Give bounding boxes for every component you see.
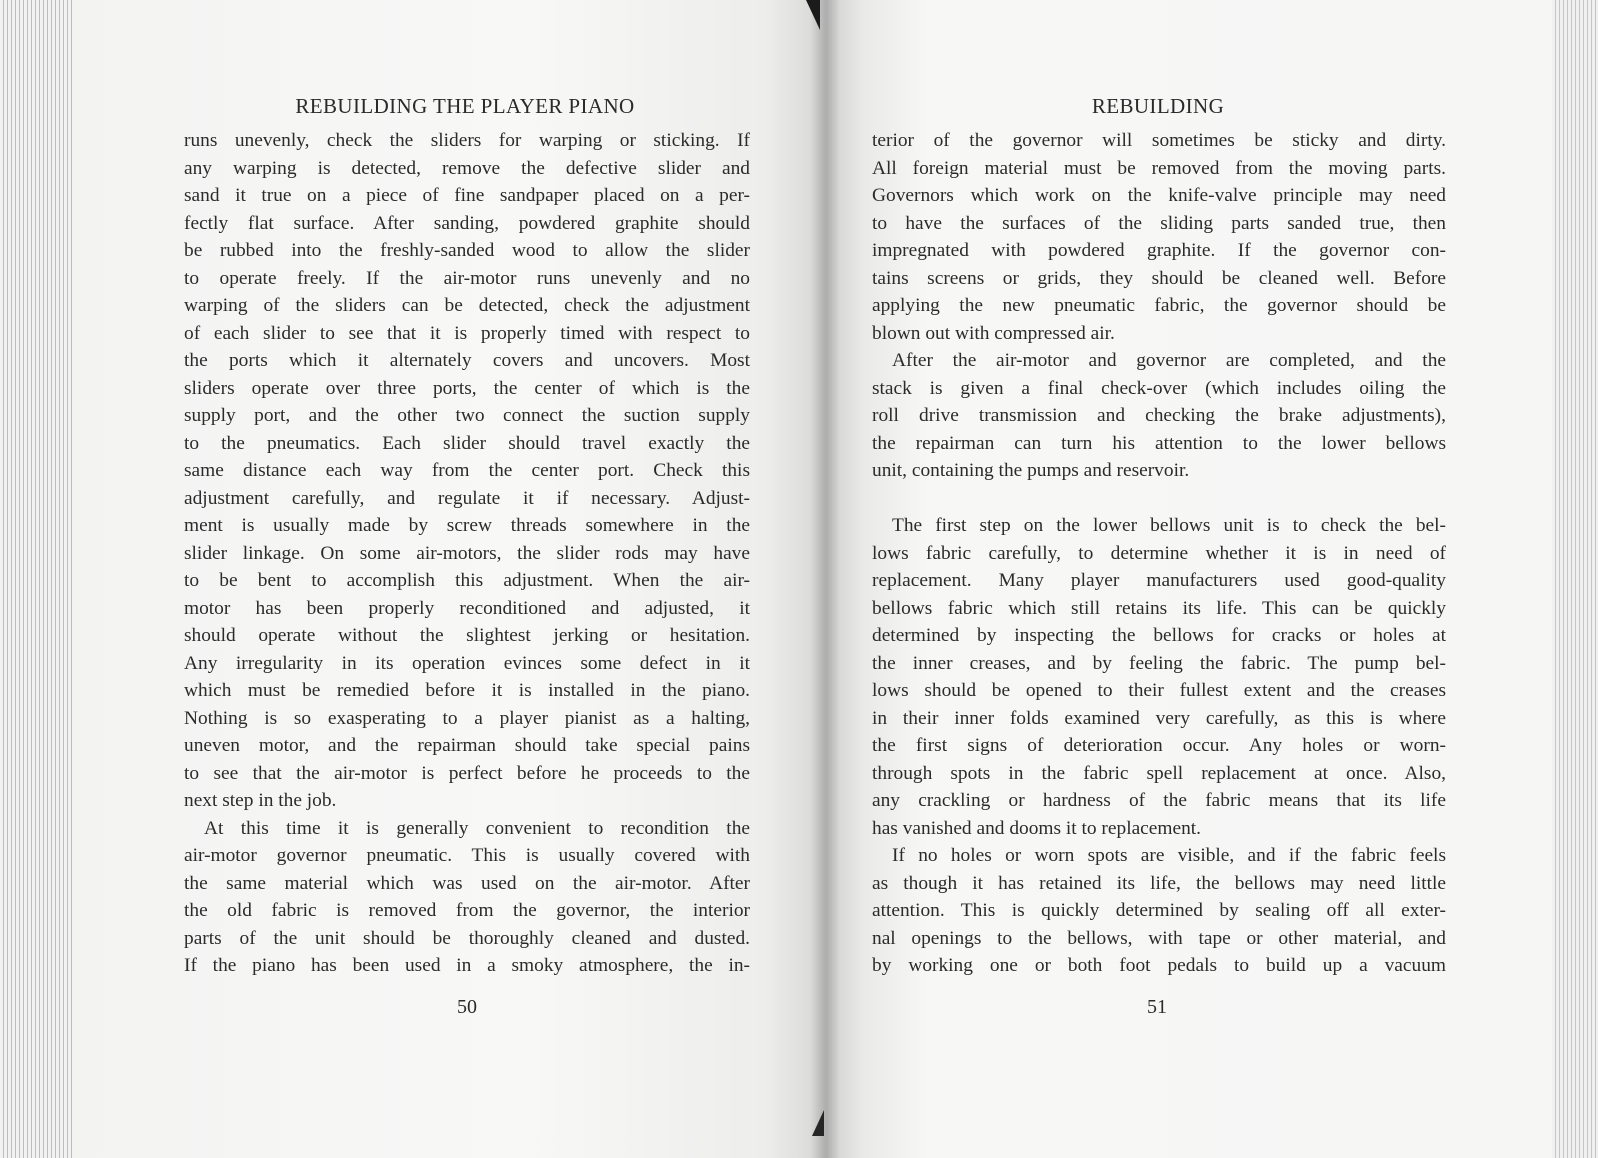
text-line: should operate without the slightest jerking or hesitation. (184, 625, 750, 646)
right-page-text (872, 127, 1446, 980)
text-line: to have the surfaces of the sliding parts sanded true, then (872, 212, 1446, 234)
right-page-number: 51 (1147, 996, 1167, 1018)
text-line: supply port, and the other two connect the suction supply (184, 405, 750, 426)
text-line: which must be remedied before it is installed in the piano. (184, 680, 750, 701)
right-running-head: REBUILDING (1091, 94, 1225, 118)
text-line: any warping is detected, remove the defective slider and (184, 157, 750, 179)
text-line: warping of the sliders can be detected, check the adjustment (184, 295, 750, 316)
text-line: attention. This is quickly determined by sealing off all exter- (872, 900, 1446, 921)
text-line: as though it has retained its life, the bellows may need little (872, 872, 1446, 894)
text-line: next step in the job. (184, 790, 337, 811)
text-line: the inner creases, and by feeling the fabric. The pump bel- (872, 652, 1446, 674)
text-line: to see that the air-motor is perfect before he proceeds to the (184, 762, 750, 784)
text-line: air-motor governor pneumatic. This is usually covered with (184, 845, 750, 866)
text-line: motor has been properly reconditioned and adjusted, it (184, 597, 750, 619)
text-line: to the pneumatics. Each slider should travel exactly the (184, 432, 750, 454)
text-line: terior of the governor will sometimes be sticky and dirty. (872, 130, 1446, 151)
text-line: lows fabric carefully, to determine whether it is in need of (872, 542, 1446, 564)
text-line: be rubbed into the freshly-sanded wood to allow the slider (184, 240, 750, 261)
text-line: ment is usually made by screw threads somewhere in the (184, 515, 750, 536)
text-line: All foreign material must be removed from the moving parts. (872, 157, 1446, 179)
text-line: applying the new pneumatic fabric, the governor should be (872, 295, 1446, 316)
text-line: parts of the unit should be thoroughly cleaned and dusted. (184, 927, 750, 949)
text-line: tains screens or grids, they should be cleaned well. Before (872, 267, 1446, 289)
text-line: sliders operate over three ports, the center of which is the (184, 377, 750, 399)
text-line: bellows fabric which still retains its life. This can be quickly (872, 597, 1446, 619)
text-line: adjustment carefully, and regulate it if necessary. Adjust- (184, 487, 750, 509)
text-line: any crackling or hardness of the fabric means that its life (872, 790, 1446, 811)
text-line: If no holes or worn spots are visible, and if the fabric feels (892, 845, 1446, 866)
text-line: impregnated with powdered graphite. If the governor con- (872, 240, 1446, 261)
left-page-number: 50 (457, 996, 477, 1018)
text-line: of each slider to see that it is properly timed with respect to (184, 322, 750, 344)
text-line: same distance each way from the center port. Check this (184, 460, 750, 481)
text-line: by working one or both foot pedals to build up a vacuum (872, 955, 1446, 976)
text-line: sand it true on a piece of fine sandpaper placed on a per- (184, 185, 750, 206)
text-line: the first signs of deterioration occur. Any holes or worn- (872, 735, 1446, 756)
text-line: the ports which it alternately covers and uncovers. Most (184, 350, 750, 371)
text-line: the repairman can turn his attention to the lower bellows (872, 432, 1446, 454)
text-line: slider linkage. On some air-motors, the slider rods may have (184, 542, 750, 564)
text-line: in their inner folds examined very carefully, as this is where (872, 707, 1446, 729)
text-line: stack is given a final check-over (which includes oiling the (872, 377, 1446, 399)
right-page-edges (1552, 0, 1598, 1158)
text-line: fectly flat surface. After sanding, powdered graphite should (184, 212, 750, 234)
left-running-head: REBUILDING THE PLAYER PIANO (295, 94, 635, 118)
text-line: After the air-motor and governor are completed, and the (892, 350, 1446, 371)
text-line: has vanished and dooms it to replacement. (872, 817, 1202, 839)
text-line: Nothing is so exasperating to a player pianist as a halting, (184, 707, 750, 729)
text-line: uneven motor, and the repairman should take special pains (184, 735, 750, 756)
text-line: determined by inspecting the bellows for cracks or holes at (872, 625, 1446, 646)
text-line: roll drive transmission and checking the brake adjustments), (872, 405, 1446, 426)
text-line: The first step on the lower bellows unit is to check the bel- (892, 515, 1446, 536)
text-line: lows should be opened to their fullest extent and the creases (872, 680, 1446, 701)
text-line: blown out with compressed air. (872, 322, 1115, 344)
text-line: Any irregularity in its operation evinces some defect in it (184, 652, 750, 674)
text-line: Governors which work on the knife-valve principle may need (872, 185, 1446, 206)
text-line: the same material which was used on the air-motor. After (184, 872, 750, 894)
left-page-edges (0, 0, 72, 1158)
text-line: the old fabric is removed from the governor, the interior (184, 900, 750, 921)
text-line: through spots in the fabric spell replacement at once. Also, (872, 762, 1446, 784)
text-line: unit, containing the pumps and reservoir. (872, 460, 1190, 481)
text-line: runs unevenly, check the sliders for warping or sticking. If (184, 130, 750, 151)
left-page-text (184, 127, 750, 980)
paragraph-break (872, 485, 1446, 513)
text-line: to be bent to accomplish this adjustment. When the air- (184, 570, 750, 591)
text-line: If the piano has been used in a smoky atmosphere, the in- (184, 955, 750, 976)
gutter-shadow (810, 0, 840, 1158)
text-line: to operate freely. If the air-motor runs unevenly and no (184, 267, 750, 289)
text-line: nal openings to the bellows, with tape or other material, and (872, 927, 1446, 949)
text-line: At this time it is generally convenient to recondition the (204, 817, 750, 839)
text-line: replacement. Many player manufacturers used good-quality (872, 570, 1446, 591)
